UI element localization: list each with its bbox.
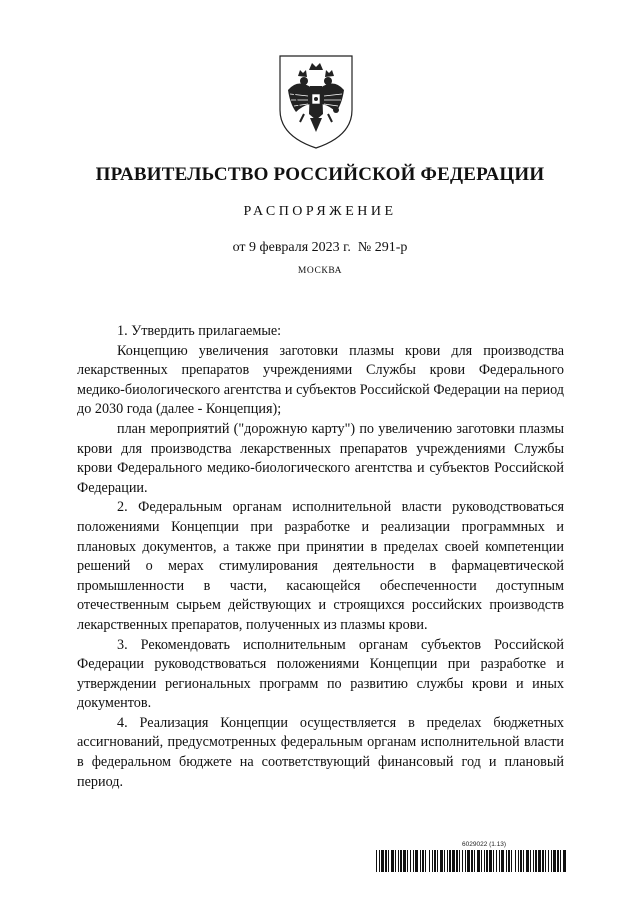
- form-code: 6029022 (1.13): [462, 841, 507, 848]
- document-body: [77, 322, 564, 792]
- paragraph: план мероприятий ("дорожную карту") по увеличению заготовки плазмы крови для производства лекарственных препаратов учреждениями Службы крови Федерального медико-биологического агентства и субъектов Российской Федерации.: [77, 420, 564, 496]
- city: МОСКВА: [297, 266, 343, 276]
- paragraph: Концепцию увеличения заготовки плазмы крови для производства лекарственных препаратов учреждениями Службы крови Федерального медико-биологического агентства и субъектов Российской Федерации на период до 2030 года (далее - Концепция);: [77, 342, 564, 418]
- paragraph: 2. Федеральным органам исполнительной власти руководствоваться положениями Концепции при разработке и реализации программных и плановых документов, а также при принятии в пределах своей компетенции решений о мерах стимулирования деятельности в фармацевтической промышленности в части, касающейся обеспеченности доступным отечественным сырьем действующих и строящихся российских производств лекарственных препаратов, полученных из плазмы крови.: [77, 499, 564, 633]
- russian-coat-of-arms-icon: [276, 48, 356, 152]
- issuer-title: ПРАВИТЕЛЬСТВО РОССИЙСКОЙ ФЕДЕРАЦИИ: [95, 164, 545, 185]
- paragraph: 1. Утвердить прилагаемые:: [117, 323, 282, 339]
- document-date: от 9 февраля 2023 г.: [232, 240, 351, 255]
- paragraph: 3. Рекомендовать исполнительным органам субъектов Российской Федерации руководствоваться положениями Концепции при разработке и утверждении региональных программ по развитию службы крови и иных документов.: [77, 636, 564, 712]
- barcode-icon: [376, 850, 566, 872]
- date-line: [0, 240, 640, 256]
- document-number: № 291-р: [357, 240, 408, 255]
- paragraph: 4. Реализация Концепции осуществляется в пределах бюджетных ассигнований, предусмотренных федеральным органам исполнительной власти в федеральном бюджете на соответствующий финансовый год и плановый период.: [77, 714, 564, 790]
- document-type: РАСПОРЯЖЕНИЕ: [243, 204, 397, 219]
